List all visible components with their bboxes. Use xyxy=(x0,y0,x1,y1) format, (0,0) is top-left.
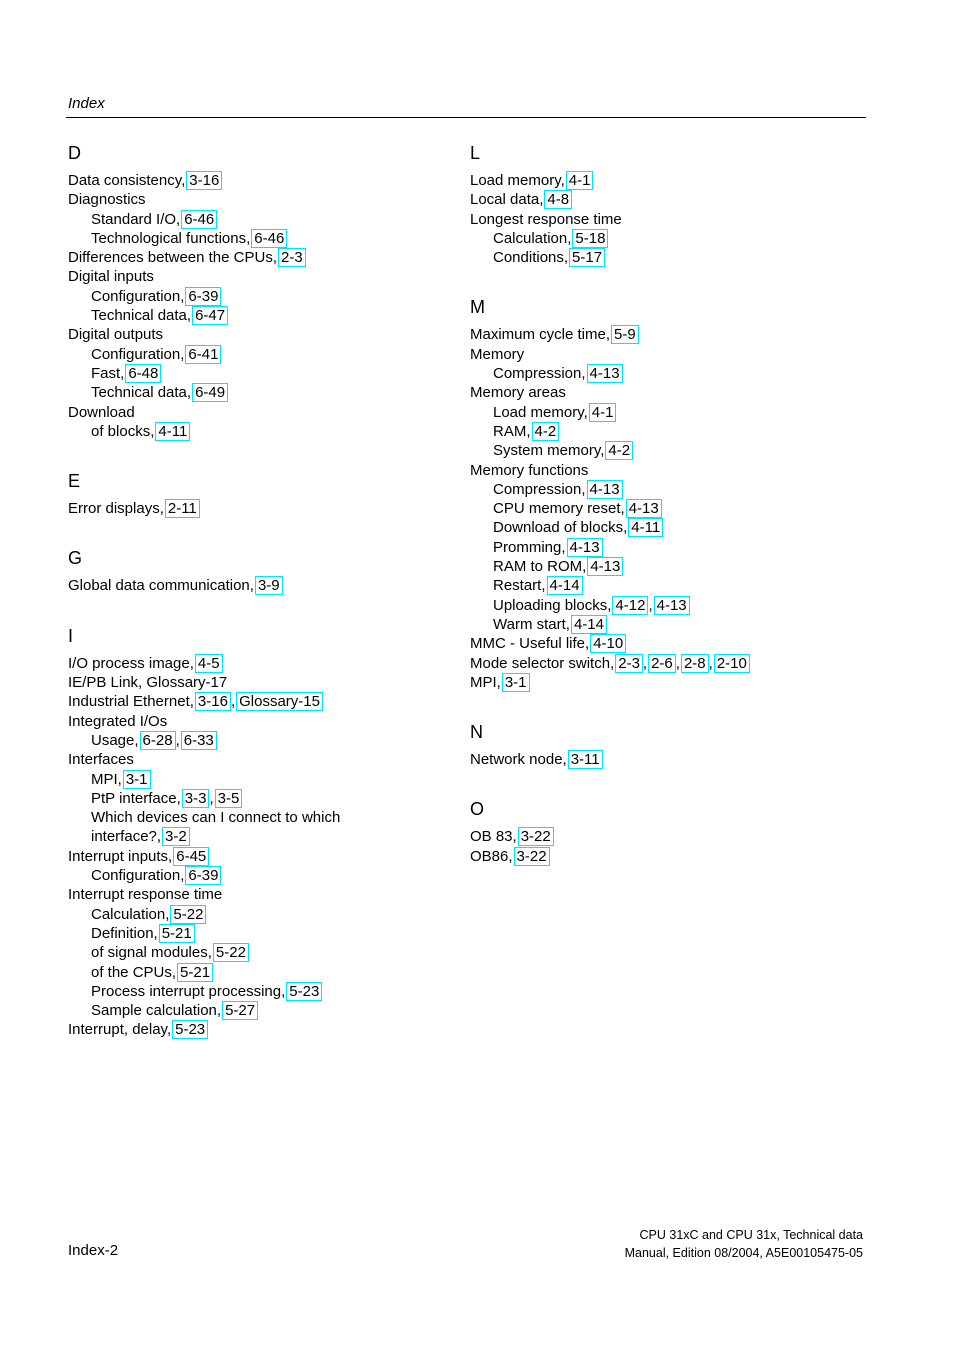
index-entry xyxy=(68,248,448,267)
index-entry xyxy=(470,654,850,673)
page-reference-link[interactable]: 3-3 xyxy=(182,789,210,808)
index-entry xyxy=(68,171,448,190)
index-section-o xyxy=(470,798,850,866)
page-reference-link[interactable]: 5-18 xyxy=(572,229,608,248)
index-entry xyxy=(68,1020,448,1039)
index-entry-text: Local data, xyxy=(470,191,544,209)
index-entry-text: Warm start, xyxy=(493,615,570,633)
index-subentry xyxy=(68,1001,448,1020)
page-reference-link[interactable]: 5-21 xyxy=(177,963,213,982)
page-reference-link[interactable]: 5-23 xyxy=(286,982,322,1001)
index-entry xyxy=(68,267,448,286)
page-reference-link[interactable]: 4-13 xyxy=(587,480,623,499)
index-entry-text: Memory xyxy=(470,345,525,363)
index-entry-text: Promming, xyxy=(493,538,566,556)
page-reference-link[interactable]: 6-39 xyxy=(185,866,221,885)
ref-separator: , xyxy=(675,654,680,672)
index-entry xyxy=(68,325,448,344)
index-entry-text: Download of blocks, xyxy=(493,519,628,537)
index-entry-text: Compression, xyxy=(493,365,586,383)
index-entry-text: MMC - Useful life, xyxy=(470,635,590,653)
index-entry-text: Definition, xyxy=(91,924,158,942)
index-entry-text: Data consistency, xyxy=(68,172,186,189)
page-reference-link[interactable]: 3-5 xyxy=(215,789,243,808)
index-letter-heading: G xyxy=(68,548,83,569)
index-subentry xyxy=(68,210,448,229)
document-info xyxy=(625,1226,863,1262)
index-entry-text: Memory areas xyxy=(470,384,566,402)
index-entry-text: Load memory, xyxy=(493,403,588,421)
index-entry xyxy=(470,673,850,692)
index-entry-text: CPU memory reset, xyxy=(493,500,625,518)
index-entry-text: Interrupt inputs, xyxy=(68,847,173,865)
index-entry-text: Sample calculation, xyxy=(91,1002,222,1020)
index-entry xyxy=(68,847,448,866)
ref-separator: , xyxy=(642,654,648,672)
index-entry-text: of blocks, xyxy=(91,422,155,440)
index-entry-text: IE/PB Link, Glossary-17 xyxy=(68,674,228,692)
page-reference-link[interactable]: 5-22 xyxy=(213,943,249,962)
page-reference-link[interactable]: 2-6 xyxy=(648,654,676,673)
index-entry-text: OB 83, xyxy=(470,828,517,846)
index-entry xyxy=(68,673,448,692)
page-reference-link[interactable]: 4-13 xyxy=(587,364,623,383)
page-reference-link[interactable]: 5-22 xyxy=(170,905,206,924)
page-reference-link[interactable]: 2-10 xyxy=(714,654,750,673)
ref-separator: , xyxy=(708,654,713,672)
page-reference-link[interactable]: 5-17 xyxy=(569,248,605,267)
index-entry-text: Calculation, xyxy=(91,905,170,923)
index-entry xyxy=(68,712,448,731)
index-entry-text: MPI, xyxy=(91,770,122,788)
index-subentry xyxy=(68,770,448,789)
page-reference-link[interactable]: 3-22 xyxy=(514,847,550,866)
index-section-i xyxy=(68,625,448,1040)
index-letter-heading: M xyxy=(470,297,485,318)
index-letter-heading: O xyxy=(470,799,485,820)
index-entry xyxy=(68,190,448,209)
ref-separator: , xyxy=(230,693,236,711)
index-section-l xyxy=(470,142,850,267)
index-entry-text: Technical data, xyxy=(91,384,192,402)
index-entry xyxy=(68,692,448,711)
document-edition: Manual, Edition 08/2004, A5E00105475-05 xyxy=(624,1246,863,1260)
page-reference-link[interactable]: 5-21 xyxy=(159,924,195,943)
page-reference-link[interactable]: 4-13 xyxy=(587,557,623,576)
ref-separator: , xyxy=(209,789,214,807)
index-subentry xyxy=(68,963,448,982)
page-reference-link[interactable]: 4-12 xyxy=(612,596,648,615)
index-subentry xyxy=(68,364,448,383)
page-reference-link[interactable]: 3-2 xyxy=(162,827,190,846)
index-subentry xyxy=(68,982,448,1001)
index-subentry xyxy=(68,827,448,846)
index-subentry xyxy=(470,576,850,595)
index-entry xyxy=(470,634,850,653)
index-subentry xyxy=(470,499,850,518)
ref-separator: , xyxy=(648,596,653,614)
index-section-d xyxy=(68,142,448,441)
index-subentry xyxy=(68,345,448,364)
document-title: CPU 31xC and CPU 31x, Technical data xyxy=(639,1228,863,1242)
index-entry xyxy=(68,750,448,769)
index-section-g xyxy=(68,547,448,595)
page-header-title: Index xyxy=(68,95,105,112)
index-entry-text: of the CPUs, xyxy=(91,963,177,981)
index-subentry xyxy=(470,422,850,441)
page-reference-link[interactable]: 4-13 xyxy=(567,538,603,557)
page-reference-link[interactable]: 4-11 xyxy=(155,422,190,441)
index-letter-heading: I xyxy=(68,625,74,646)
page-reference-link[interactable]: 4-5 xyxy=(195,654,223,673)
index-entry-text: Longest response time xyxy=(470,210,622,228)
page-reference-link[interactable]: 3-22 xyxy=(518,827,554,846)
index-section-m xyxy=(470,296,850,692)
ref-separator: , xyxy=(175,731,180,749)
index-entry-text: Network node, xyxy=(470,751,567,769)
index-entry-text: Restart, xyxy=(493,577,546,595)
page-reference-link[interactable]: 5-27 xyxy=(222,1001,258,1020)
page-reference-link[interactable]: 4-10 xyxy=(590,634,626,653)
index-entry xyxy=(470,461,850,480)
index-subentry xyxy=(68,422,448,441)
index-entry-text: Which devices can I connect to which xyxy=(91,809,341,827)
index-subentry xyxy=(470,557,850,576)
index-entry-text: Usage, xyxy=(91,731,139,749)
index-entry-text: interface?, xyxy=(91,828,162,846)
index-entry-text: Download xyxy=(68,403,135,421)
page-reference-link[interactable]: 4-8 xyxy=(544,190,572,209)
index-subentry xyxy=(470,480,850,499)
index-subentry xyxy=(470,518,850,537)
index-entry-text: PtP interface, xyxy=(91,789,181,807)
index-entry xyxy=(68,499,448,518)
index-entry xyxy=(470,847,850,866)
index-subentry xyxy=(68,789,448,808)
page-reference-link[interactable]: 3-1 xyxy=(123,770,151,789)
index-column-left xyxy=(68,142,448,1040)
page-reference-link[interactable]: 6-46 xyxy=(181,210,217,229)
index-subentry xyxy=(68,905,448,924)
index-letter-heading: N xyxy=(470,722,483,743)
index-entry-text: Technological functions, xyxy=(91,229,251,247)
index-entry-text: Maximum cycle time, xyxy=(470,326,611,344)
index-subentry xyxy=(68,287,448,306)
page-reference-link[interactable]: 5-9 xyxy=(611,325,639,344)
index-entry xyxy=(470,210,850,229)
page-reference-link[interactable]: 4-13 xyxy=(626,499,662,518)
index-subentry xyxy=(470,248,850,267)
page-reference-link[interactable]: 6-49 xyxy=(192,383,228,402)
index-subentry xyxy=(68,924,448,943)
page-reference-link[interactable]: 6-45 xyxy=(173,847,209,866)
page-reference-link[interactable]: 4-2 xyxy=(532,422,560,441)
index-entry-text: Uploading blocks, xyxy=(493,596,612,614)
page-reference-link[interactable]: 6-48 xyxy=(125,364,161,383)
index-entry-text: Standard I/O, xyxy=(91,210,181,228)
index-subentry xyxy=(470,615,850,634)
page-reference-link[interactable]: 3-11 xyxy=(568,750,603,769)
page-reference-link[interactable]: 2-8 xyxy=(681,654,709,673)
page-reference-link[interactable]: 3-16 xyxy=(186,171,222,190)
index-letter-heading: E xyxy=(68,471,81,492)
index-entry-text: System memory, xyxy=(493,442,605,460)
index-entry-text: Global data communication, xyxy=(68,577,254,595)
index-subentry xyxy=(470,364,850,383)
index-entry-text: Error displays, xyxy=(68,500,164,518)
page-reference-link[interactable]: 4-14 xyxy=(571,615,607,634)
index-entry-text: of signal modules, xyxy=(91,944,212,962)
index-section-n xyxy=(470,721,850,769)
index-entry xyxy=(68,885,448,904)
index-entry-text: Interfaces xyxy=(68,751,134,769)
page-reference-link[interactable]: 3-1 xyxy=(502,673,530,692)
index-entry-text: Calculation, xyxy=(493,229,572,247)
page-reference-link[interactable]: 6-41 xyxy=(185,345,221,364)
index-entry-text: RAM to ROM, xyxy=(493,558,587,576)
index-subentry xyxy=(470,229,850,248)
page-reference-link[interactable]: 4-13 xyxy=(654,596,690,615)
index-entry xyxy=(470,345,850,364)
index-entry-text: Process interrupt processing, xyxy=(91,982,286,1000)
index-entry xyxy=(470,325,850,344)
index-letter-heading: L xyxy=(470,143,481,163)
page-reference-link[interactable]: 6-39 xyxy=(185,287,221,306)
index-entry-text: Configuration, xyxy=(91,287,185,305)
index-subentry xyxy=(470,538,850,557)
page-reference-link[interactable]: 6-33 xyxy=(181,731,217,750)
page-reference-link[interactable]: 2-3 xyxy=(278,248,306,267)
page-reference-link[interactable]: 4-11 xyxy=(628,518,663,537)
index-entry xyxy=(470,827,850,846)
header-rule xyxy=(66,117,866,118)
index-entry-text: Diagnostics xyxy=(68,191,146,209)
page-number: Index-2 xyxy=(68,1242,119,1259)
index-subentry xyxy=(68,229,448,248)
index-subentry xyxy=(68,731,448,750)
index-entry-text: Integrated I/Os xyxy=(68,712,168,730)
page-reference-link[interactable]: Glossary-15 xyxy=(236,692,323,711)
page-reference-link[interactable]: 3-16 xyxy=(195,692,231,711)
index-entry-text: Differences between the CPUs, xyxy=(68,249,277,267)
index-entry-text: Configuration, xyxy=(91,345,185,363)
page-reference-link[interactable]: 4-2 xyxy=(605,441,633,460)
index-entry xyxy=(470,383,850,402)
index-entry-text: Interrupt, delay, xyxy=(68,1021,172,1039)
index-column-right xyxy=(470,142,850,866)
page-reference-link[interactable]: 6-47 xyxy=(192,306,228,325)
index-subentry xyxy=(470,403,850,422)
index-entry-text: Mode selector switch, xyxy=(470,654,615,672)
index-subentry xyxy=(68,306,448,325)
page-reference-link[interactable]: 2-3 xyxy=(615,654,643,673)
index-entry-text: Conditions, xyxy=(493,249,569,267)
page-reference-link[interactable]: 4-14 xyxy=(547,576,583,595)
index-entry-text: Interrupt response time xyxy=(68,886,223,904)
index-entry-text: Load memory, xyxy=(470,172,565,189)
index-section-e xyxy=(68,470,448,518)
page-reference-link[interactable]: 2-11 xyxy=(165,499,200,518)
index-entry-text: Configuration, xyxy=(91,867,185,885)
page-reference-link[interactable]: 6-46 xyxy=(251,229,287,248)
index-subentry xyxy=(470,441,850,460)
index-entry xyxy=(470,171,850,190)
index-entry-text: Digital outputs xyxy=(68,326,164,344)
index-entry-text: RAM, xyxy=(493,422,531,440)
index-entry-text: I/O process image, xyxy=(68,654,194,672)
index-entry-text: Industrial Ethernet, xyxy=(68,693,194,711)
index-subentry xyxy=(68,808,448,827)
index-entry-text: Fast, xyxy=(91,364,125,382)
index-entry xyxy=(68,576,448,595)
index-letter-heading: D xyxy=(68,143,81,163)
index-subentry xyxy=(68,383,448,402)
index-subentry xyxy=(470,596,850,615)
index-subentry xyxy=(68,943,448,962)
page-reference-link[interactable]: 4-1 xyxy=(566,171,594,190)
page-reference-link[interactable]: 3-9 xyxy=(255,576,283,595)
index-entry xyxy=(470,190,850,209)
page-reference-link[interactable]: 4-1 xyxy=(589,403,617,422)
index-entry xyxy=(470,750,850,769)
index-entry-text: OB86, xyxy=(470,847,513,865)
index-entry-text: Compression, xyxy=(493,480,586,498)
index-entry xyxy=(68,654,448,673)
index-entry xyxy=(68,403,448,422)
page-reference-link[interactable]: 5-23 xyxy=(172,1020,208,1039)
index-entry-text: MPI, xyxy=(470,673,501,691)
index-entry-text: Digital inputs xyxy=(68,268,154,286)
index-subentry xyxy=(68,866,448,885)
index-entry-text: Technical data, xyxy=(91,307,192,325)
page-reference-link[interactable]: 6-28 xyxy=(140,731,176,750)
index-entry-text: Memory functions xyxy=(470,461,589,479)
